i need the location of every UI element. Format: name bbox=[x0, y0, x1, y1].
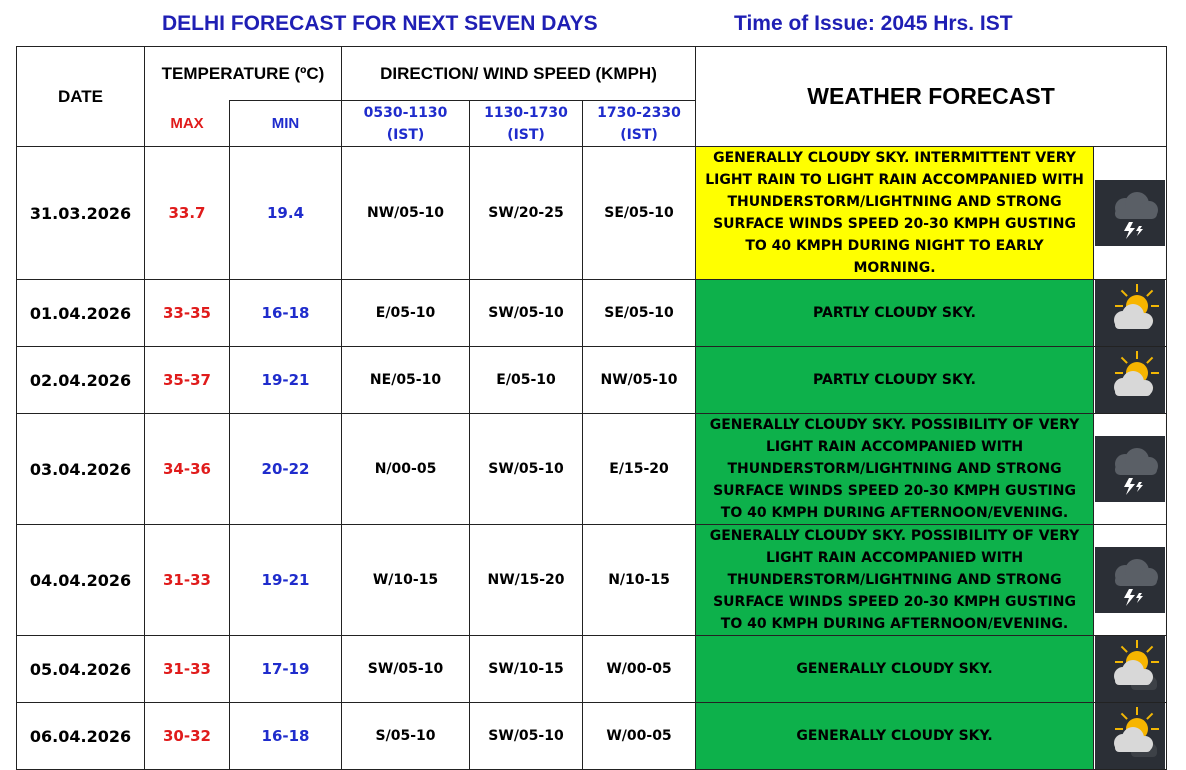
min-temp-cell: 17-19 bbox=[230, 636, 342, 703]
min-header: MIN bbox=[230, 101, 342, 147]
forecast-text-cell: PARTLY CLOUDY SKY. bbox=[696, 280, 1094, 347]
weather-icon-cell bbox=[1094, 280, 1167, 347]
slot-header-1: 0530-1130 (IST) bbox=[342, 101, 470, 147]
wind-slot-2-cell: E/05-10 bbox=[470, 347, 583, 414]
wind-slot-3-cell: W/00-05 bbox=[583, 703, 696, 770]
cloudy-sun-icon bbox=[1095, 703, 1165, 769]
partly-cloudy-icon bbox=[1095, 347, 1165, 413]
max-temp-cell: 30-32 bbox=[145, 703, 230, 770]
weather-icon-cell bbox=[1094, 414, 1167, 525]
wind-slot-2-cell: SW/05-10 bbox=[470, 703, 583, 770]
wind-slot-1-cell: S/05-10 bbox=[342, 703, 470, 770]
temperature-header: TEMPERATURE (ºC) bbox=[145, 47, 342, 101]
issue-time: Time of Issue: 2045 Hrs. IST bbox=[734, 12, 1013, 35]
table-row bbox=[17, 280, 1167, 347]
weather-icon-cell bbox=[1094, 636, 1167, 703]
cloudy-sun-icon bbox=[1095, 636, 1165, 702]
thunderstorm-icon bbox=[1095, 547, 1165, 613]
wind-slot-2-cell: NW/15-20 bbox=[470, 525, 583, 636]
forecast-table bbox=[16, 46, 1167, 770]
max-temp-cell: 35-37 bbox=[145, 347, 230, 414]
date-cell: 31.03.2026 bbox=[17, 147, 145, 280]
table-row bbox=[17, 414, 1167, 525]
weather-icon-cell bbox=[1094, 525, 1167, 636]
min-temp-cell: 16-18 bbox=[230, 703, 342, 770]
date-header: DATE bbox=[17, 47, 145, 147]
page-title: DELHI FORECAST FOR NEXT SEVEN DAYS bbox=[162, 12, 598, 35]
max-temp-cell: 31-33 bbox=[145, 636, 230, 703]
partly-cloudy-icon bbox=[1095, 280, 1165, 346]
max-temp-cell: 31-33 bbox=[145, 525, 230, 636]
wind-slot-1-cell: NE/05-10 bbox=[342, 347, 470, 414]
max-temp-cell: 34-36 bbox=[145, 414, 230, 525]
date-cell: 04.04.2026 bbox=[17, 525, 145, 636]
wind-slot-3-cell: E/15-20 bbox=[583, 414, 696, 525]
forecast-text-cell: GENERALLY CLOUDY SKY. bbox=[696, 636, 1094, 703]
wind-slot-3-cell: NW/05-10 bbox=[583, 347, 696, 414]
wind-slot-2-cell: SW/05-10 bbox=[470, 414, 583, 525]
thunderstorm-icon bbox=[1095, 180, 1165, 246]
forecast-text-cell: GENERALLY CLOUDY SKY. POSSIBILITY OF VERY LIGHT RAIN ACCOMPANIED WITH THUNDERSTORM/LIGHTNING AND STRONG SURFACE WINDS SPEED 20-30 KMPH GUSTING TO 40 KMPH DURING AFTERNOON/EVENING. bbox=[696, 525, 1094, 636]
wind-slot-3-cell: SE/05-10 bbox=[583, 147, 696, 280]
min-temp-cell: 19.4 bbox=[230, 147, 342, 280]
thunderstorm-icon bbox=[1095, 436, 1165, 502]
weather-icon-cell bbox=[1094, 147, 1167, 280]
wind-slot-2-cell: SW/05-10 bbox=[470, 280, 583, 347]
table-row bbox=[17, 703, 1167, 770]
table-row bbox=[17, 347, 1167, 414]
weather-icon-cell bbox=[1094, 347, 1167, 414]
wind-slot-1-cell: N/00-05 bbox=[342, 414, 470, 525]
slot-header-2: 1130-1730 (IST) bbox=[470, 101, 583, 147]
slot-header-3: 1730-2330 (IST) bbox=[583, 101, 696, 147]
wind-slot-2-cell: SW/20-25 bbox=[470, 147, 583, 280]
wind-slot-3-cell: SE/05-10 bbox=[583, 280, 696, 347]
date-cell: 06.04.2026 bbox=[17, 703, 145, 770]
min-temp-cell: 16-18 bbox=[230, 280, 342, 347]
forecast-text-cell: PARTLY CLOUDY SKY. bbox=[696, 347, 1094, 414]
max-temp-cell: 33-35 bbox=[145, 280, 230, 347]
wind-slot-2-cell: SW/10-15 bbox=[470, 636, 583, 703]
wind-slot-1-cell: E/05-10 bbox=[342, 280, 470, 347]
max-temp-cell: 33.7 bbox=[145, 147, 230, 280]
forecast-text-cell: GENERALLY CLOUDY SKY. POSSIBILITY OF VERY LIGHT RAIN ACCOMPANIED WITH THUNDERSTORM/LIGHTNING AND STRONG SURFACE WINDS SPEED 20-30 KMPH GUSTING TO 40 KMPH DURING AFTERNOON/EVENING. bbox=[696, 414, 1094, 525]
min-temp-cell: 20-22 bbox=[230, 414, 342, 525]
wind-slot-1-cell: SW/05-10 bbox=[342, 636, 470, 703]
date-cell: 02.04.2026 bbox=[17, 347, 145, 414]
min-temp-cell: 19-21 bbox=[230, 347, 342, 414]
weather-forecast-header: WEATHER FORECAST bbox=[696, 47, 1167, 147]
wind-slot-1-cell: NW/05-10 bbox=[342, 147, 470, 280]
weather-icon-cell bbox=[1094, 703, 1167, 770]
date-cell: 01.04.2026 bbox=[17, 280, 145, 347]
page-header bbox=[0, 0, 1186, 46]
forecast-text-cell: GENERALLY CLOUDY SKY. bbox=[696, 703, 1094, 770]
table-row bbox=[17, 525, 1167, 636]
wind-slot-3-cell: W/00-05 bbox=[583, 636, 696, 703]
table-row bbox=[17, 636, 1167, 703]
min-temp-cell: 19-21 bbox=[230, 525, 342, 636]
wind-slot-1-cell: W/10-15 bbox=[342, 525, 470, 636]
date-cell: 05.04.2026 bbox=[17, 636, 145, 703]
max-header: MAX bbox=[145, 101, 230, 147]
wind-slot-3-cell: N/10-15 bbox=[583, 525, 696, 636]
forecast-text-cell: GENERALLY CLOUDY SKY. INTERMITTENT VERY LIGHT RAIN TO LIGHT RAIN ACCOMPANIED WITH THUNDERSTORM/LIGHTNING AND STRONG SURFACE WINDS SPEED 20-30 KMPH GUSTING TO 40 KMPH DURING NIGHT TO EARLY MORNING. bbox=[696, 147, 1094, 280]
wind-header: DIRECTION/ WIND SPEED (KMPH) bbox=[342, 47, 696, 101]
date-cell: 03.04.2026 bbox=[17, 414, 145, 525]
table-row bbox=[17, 147, 1167, 280]
